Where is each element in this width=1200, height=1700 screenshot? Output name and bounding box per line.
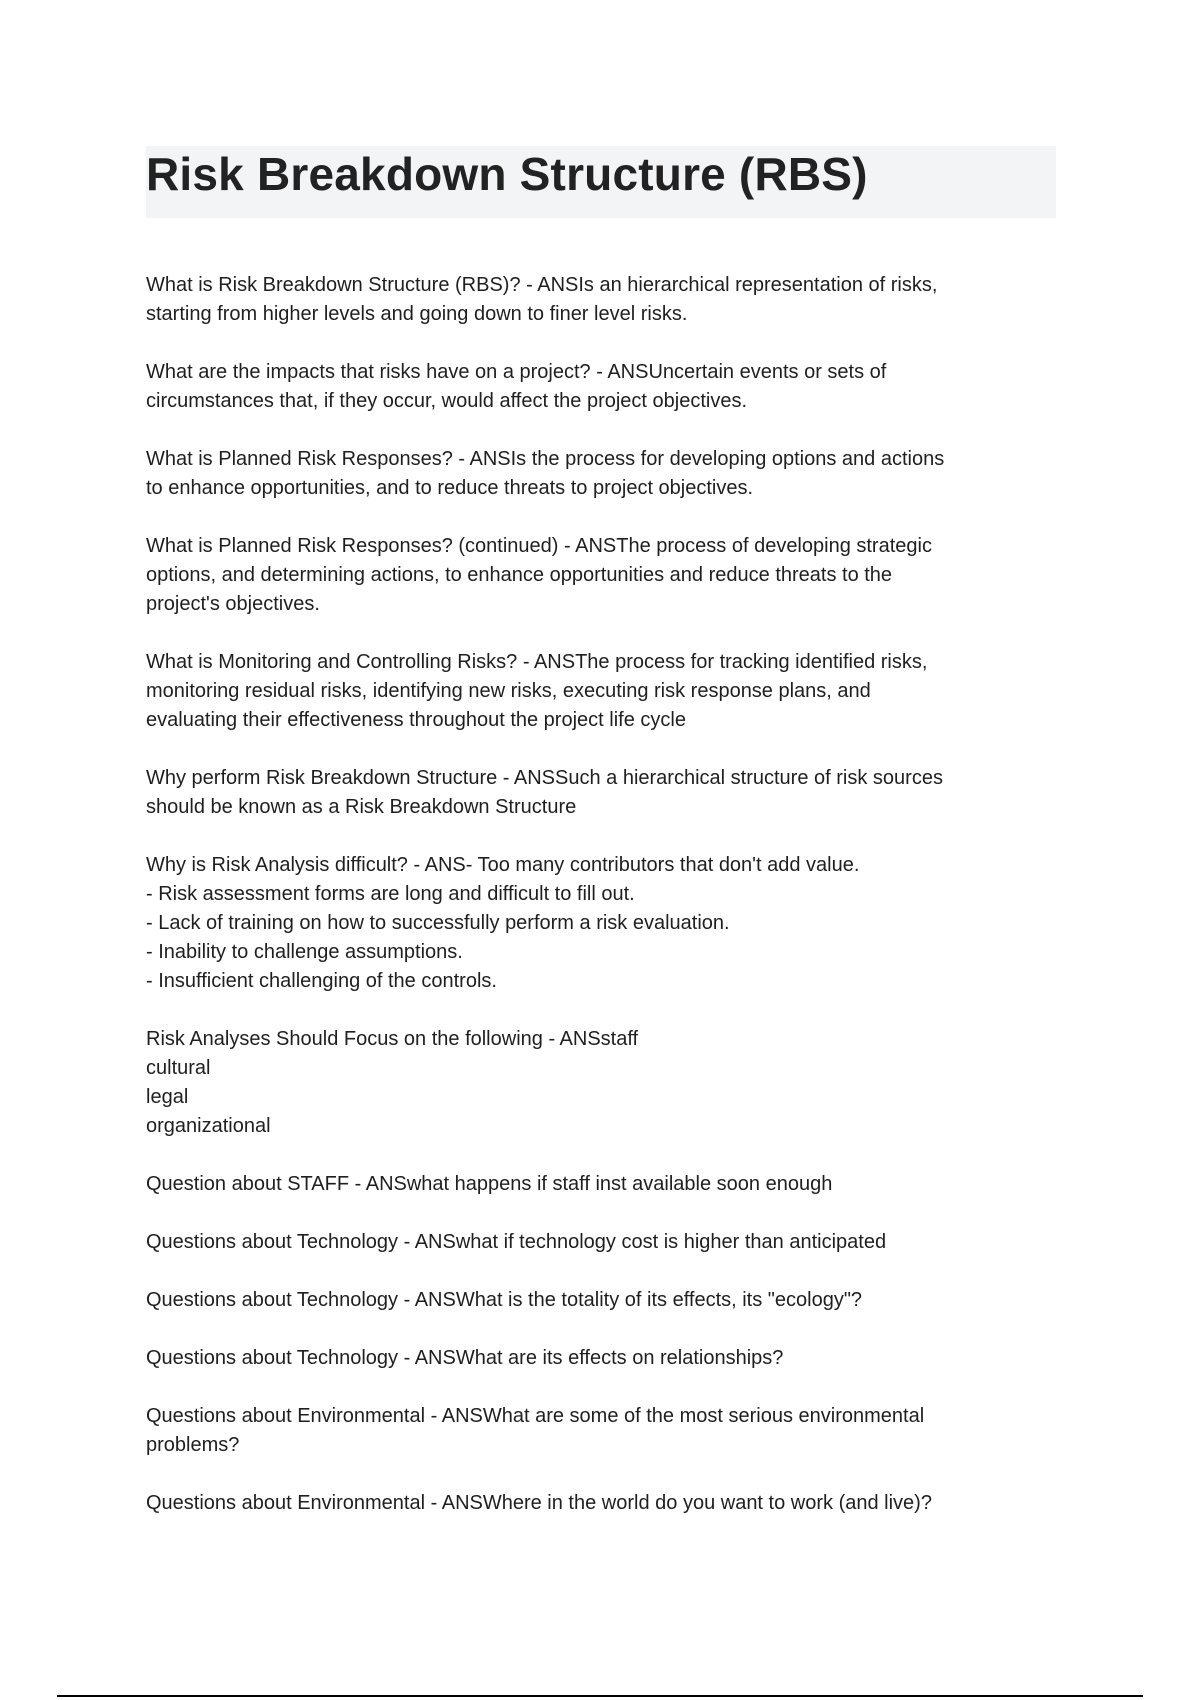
qa-line: cultural (146, 1057, 211, 1079)
qa-item (146, 1489, 1046, 1518)
qa-line: - Risk assessment forms are long and difficult to fill out. (146, 883, 635, 905)
qa-item (146, 1344, 1046, 1373)
qa-line: What is Monitoring and Controlling Risks? - ANSThe process for tracking identified risks, (146, 651, 928, 673)
qa-line: Questions about Technology - ANSWhat is the totality of its effects, its "ecology"? (146, 1289, 863, 1311)
qa-item (146, 648, 1046, 735)
qa-item (146, 1228, 1046, 1257)
qa-line: What are the impacts that risks have on a project? - ANSUncertain events or sets of (146, 361, 887, 383)
qa-line: evaluating their effectiveness throughout the project life cycle (146, 709, 686, 731)
qa-item (146, 764, 1046, 822)
qa-item (146, 1025, 1046, 1141)
qa-list (146, 271, 1046, 1547)
qa-line: circumstances that, if they occur, would affect the project objectives. (146, 390, 748, 412)
qa-line: should be known as a Risk Breakdown Structure (146, 796, 577, 818)
qa-line: What is Planned Risk Responses? - ANSIs the process for developing options and actions (146, 448, 945, 470)
qa-item (146, 271, 1046, 329)
footer-divider (57, 1695, 1143, 1697)
qa-line: What is Planned Risk Responses? (continued) - ANSThe process of developing strategic (146, 535, 932, 557)
qa-line: monitoring residual risks, identifying new risks, executing risk response plans, and (146, 680, 871, 702)
qa-line: - Lack of training on how to successfully perform a risk evaluation. (146, 912, 730, 934)
qa-line: project's objectives. (146, 593, 320, 615)
qa-item (146, 358, 1046, 416)
qa-line: Questions about Technology - ANSwhat if technology cost is higher than anticipated (146, 1231, 887, 1253)
qa-line: to enhance opportunities, and to reduce threats to project objectives. (146, 477, 754, 499)
qa-item (146, 1402, 1046, 1460)
qa-line: What is Risk Breakdown Structure (RBS)? - ANSIs an hierarchical representation of risks, (146, 274, 938, 296)
qa-line: problems? (146, 1434, 240, 1456)
qa-line: starting from higher levels and going down to finer level risks. (146, 303, 688, 325)
qa-line: Why perform Risk Breakdown Structure - ANSSuch a hierarchical structure of risk sources (146, 767, 943, 789)
qa-line: options, and determining actions, to enhance opportunities and reduce threats to the (146, 564, 893, 586)
qa-line: - Inability to challenge assumptions. (146, 941, 463, 963)
qa-line: Question about STAFF - ANSwhat happens if staff inst available soon enough (146, 1173, 833, 1195)
qa-line: Why is Risk Analysis difficult? - ANS- Too many contributors that don't add value. (146, 854, 860, 876)
qa-item (146, 1286, 1046, 1315)
qa-line: organizational (146, 1115, 271, 1137)
qa-item (146, 445, 1046, 503)
qa-line: legal (146, 1086, 189, 1108)
qa-item (146, 532, 1046, 619)
qa-line: Questions about Environmental - ANSWhere in the world do you want to work (and live)? (146, 1492, 932, 1514)
qa-line: Questions about Environmental - ANSWhat are some of the most serious environmental (146, 1405, 925, 1427)
page-title: Risk Breakdown Structure (RBS) (146, 148, 868, 200)
qa-item (146, 1170, 1046, 1199)
qa-item (146, 851, 1046, 996)
qa-line: - Insufficient challenging of the controls. (146, 970, 497, 992)
qa-line: Risk Analyses Should Focus on the following - ANSstaff (146, 1028, 639, 1050)
qa-line: Questions about Technology - ANSWhat are its effects on relationships? (146, 1347, 784, 1369)
